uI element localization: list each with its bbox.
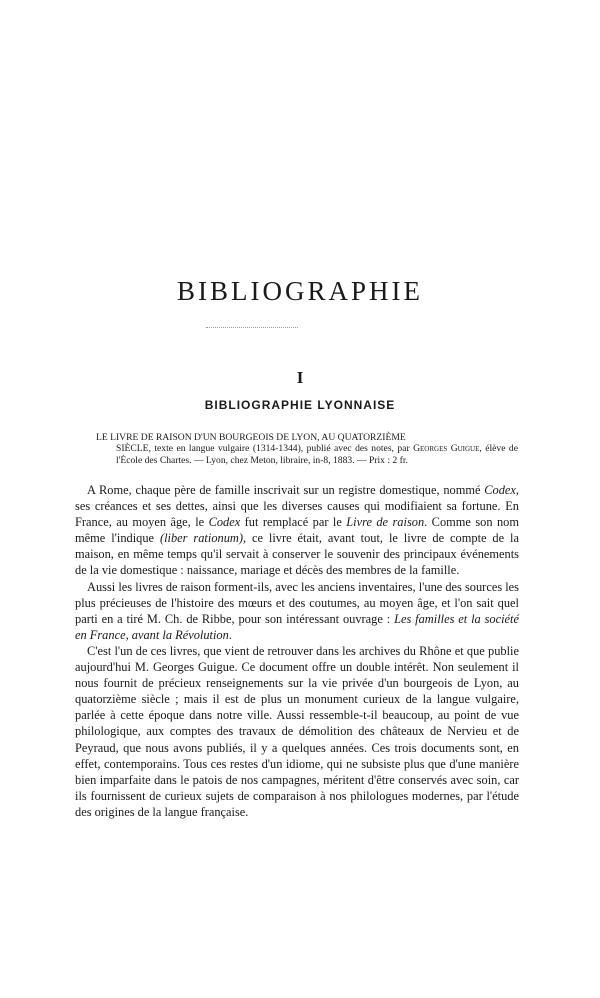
section-title: BIBLIOGRAPHIE LYONNAISE [204,398,396,412]
citation-line-4: in-8, 1883. — Prix : 2 fr. [312,454,408,466]
p1-italic-codex-2: Codex [208,515,241,530]
citation-line-1: LE LIVRE DE RAISON D'UN BOURGEOIS DE LYON, AU QUATORZIÈME [96,432,406,443]
page-title: BIBLIOGRAPHIE [177,276,423,306]
citation-line-3: , élève de l'École des Chartes. — Lyon, chez Meton, libraire, [116,443,518,466]
p1-text-2: , ses créances et ses dettes, ainsi que les diverses causes qui modifiaient sa fortune. En France, au moyen âge, le [75,483,519,530]
p2-text-2: . [228,627,232,642]
title-separator [206,327,298,328]
p1-italic-liber-rationum: (liber rationum) [159,531,243,546]
paragraph-3 [75,643,519,820]
p1-italic-codex: Codex [484,483,516,497]
citation-line-2: SIÈCLE, texte en langue vulgaire (1314-1344), publié avec des notes, par [116,443,410,455]
p1-text-3: fut remplacé par le [240,515,347,530]
p1-text-5: , ce livre était, avant tout, le livre de compte de la maison, en même temps qu'il servait à conserver le souvenir des principaux événements de la vie domestique : naissance, mariage et décès des membres de la famille. [75,531,519,578]
p3-text-1: C'est l'un de ces livres, que vient de retrouver dans les archives du Rhône et que publie aujourd'hui M. Georges Guigue. Ce document offre un double intérêt. Non seulement il nous fournit de précieux renseignements sur la vie privée d'un bourgeois de Lyon, au quatorzième siècle ; mais il est de plus un monument curieux de la langue vulgaire, parlée à cette époque dans notre ville. Aussi ressemble-t-il beaucoup, au point de vue philologique, aux comptes des travaux de démolition des châteaux de Nervieu et de Peyraud, que nous avons publiés, il y a quelques années. Ces trois documents sont, en effet, contemporains. Tous ces restes d'un idiome, qui ne subsiste plus que d'une manière bien imparfaite dans le patois de nos campagnes, méritent d'être conservés avec soin, car ils fournissent de curieux sujets de comparaison à nos philologues modernes, par l'étude des origines de la langue française. [75,643,519,819]
p2-text-1: Aussi les livres de raison forment-ils, avec les anciens inventaires, l'une des sources les plus précieuses de l'histoire des mœurs et des coutumes, au moyen âge, et l'on sait quel parti en a tiré M. Ch. de Ribbe, pour son intéressant ouvrage : [75,579,519,626]
p2-italic-book-title: Les familles et la société en France, avant la Révolution [75,611,519,642]
p1-text-4: . Comme son nom même l'indique [75,515,519,546]
book-citation [96,432,518,466]
paragraph-2 [75,579,519,643]
section-numeral: I [296,368,304,387]
review-body [75,482,519,820]
citation-author: Georges Guigue [413,443,480,455]
p1-italic-livre-de-raison: Livre de raison [346,515,425,530]
p1-text-1: A Rome, chaque père de famille inscrivait sur un registre domestique, nommé [87,483,485,497]
citation-rest [96,443,518,466]
paragraph-1 [75,482,519,579]
